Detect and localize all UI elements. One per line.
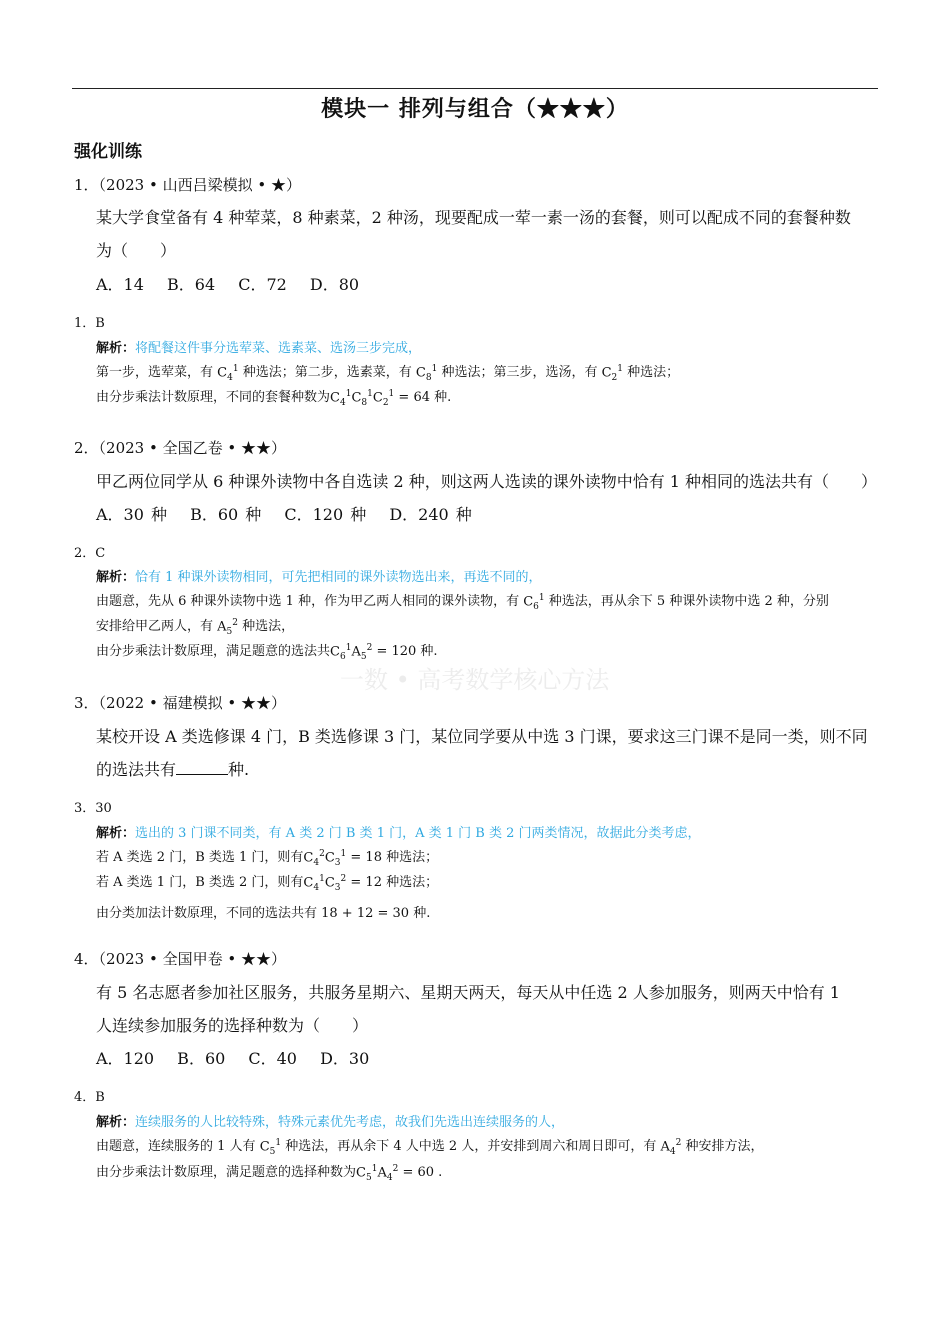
solution-hint: 连续服务的人比较特殊，特殊元素优先考虑，故我们先选出连续服务的人， — [135, 1115, 565, 1130]
answer-1: 1．B — [74, 316, 105, 331]
question-4-text-cont: 人连续参加服务的选择种数为（ ） — [96, 1016, 369, 1035]
solution-label: 解析： — [96, 1115, 136, 1130]
watermark: 一数 • 高考数学核心方法 — [340, 666, 610, 694]
answer-4: 4．B — [74, 1090, 105, 1105]
solution-4-line-2: 由题意，连续服务的 1 人有 $C_5^1$ 种选法，再从余下 4 人中选 2 人，并安排到周六和周日即可，有 $A_4^2$ 种安排方法， — [96, 1137, 764, 1157]
combination-formula: $C_6^1$ — [523, 592, 545, 612]
page-title: 模块一 排列与组合（★★★） — [321, 96, 629, 122]
combination-formula: $C_5^1$ — [259, 1137, 282, 1157]
answer-2: 2．C — [74, 546, 106, 561]
combination-formula: $C_4^1$ — [217, 363, 239, 383]
solution-2-line-2: 由题意，先从 6 种课外读物中选 1 种，作为甲乙两人相同的课外读物，有 $C_6^1$ 种选法，再从余下 5 种课外读物中选 2 种，分别 — [96, 592, 829, 612]
solution-2-line-3: 安排给甲乙两人，有 $A_5^2$ 种选法， — [96, 617, 295, 637]
solution-2-hint-line — [96, 566, 542, 585]
question-1-text-cont: 为（ ） — [96, 241, 177, 260]
permutation-formula: $A_4^2$ — [660, 1137, 682, 1157]
combination-formula: $C_4^1C_8^1C_2^1$ — [330, 388, 395, 408]
solution-4-line-3: 由分步乘法计数原理，满足题意的选择种数为$C_5^1A_4^2 = 60$ . — [96, 1163, 443, 1183]
solution-label: 解析： — [96, 570, 136, 585]
combination-formula: $C_5^1A_4^2$ — [356, 1163, 399, 1183]
question-1-text: 某大学食堂备有 4 种荤菜，8 种素菜，2 种汤，现要配成一荤一素一汤的套餐，则可以配成不同的套餐种数 — [96, 208, 851, 227]
question-1-options: A．14 B．64 C．72 D．80 — [96, 275, 360, 294]
permutation-formula: $A_5^2$ — [217, 617, 239, 637]
question-3-text: 某校开设 A 类选修课 4 门，B 类选修课 3 门，某位同学要从中选 3 门课，要求这三门课不是同一类，则不同 — [96, 727, 868, 746]
solution-2-line-4: 由分步乘法计数原理，满足题意的选法共$C_6^1A_5^2 = 120$ 种. — [96, 642, 438, 662]
question-2-options: A．30 种 B．60 种 C．120 种 D．240 种 — [96, 505, 472, 524]
combination-formula: $C_4^2C_3^1$ — [303, 848, 347, 868]
solution-hint: 将配餐这件事分选荤菜、选素菜、选汤三步完成， — [135, 341, 422, 356]
solution-hint: 选出的 3 门课不同类，有 A 类 2 门 B 类 1 门，A 类 1 门 B 类 2 门两类情况，故据此分类考虑， — [135, 826, 701, 841]
combination-formula: $C_4^1C_3^2$ — [303, 873, 347, 893]
top-rule — [72, 88, 878, 89]
question-4-options: A．120 B．60 C．40 D．30 — [96, 1049, 370, 1068]
solution-3-line-3: 若 A 类选 1 门，B 类选 2 门，则有$C_4^1C_3^2 = 12$ 种选法； — [96, 873, 439, 893]
question-2-header: 2．（2023 • 全国乙卷 • ★★） — [74, 439, 286, 457]
question-4-header: 4．（2023 • 全国甲卷 • ★★） — [74, 950, 286, 968]
question-4-text: 有 5 名志愿者参加社区服务，共服务星期六、星期天两天，每天从中任选 2 人参加服务，则两天中恰有 1 — [96, 983, 840, 1002]
question-1-header: 1．（2023 • 山西吕梁模拟 • ★） — [74, 176, 301, 194]
solution-1-hint-line — [96, 337, 421, 356]
combination-formula: $C_8^1$ — [415, 363, 438, 383]
solution-label: 解析： — [96, 826, 136, 841]
combination-formula: $C_2^1$ — [601, 363, 624, 383]
answer-3: 3．30 — [74, 801, 112, 816]
solution-3-hint-line — [96, 822, 701, 841]
solution-1-line-3: 由分步乘法计数原理，不同的套餐种数为$C_4^1C_8^1C_2^1 = 64$ 种. — [96, 388, 452, 408]
solution-label: 解析： — [96, 341, 136, 356]
solution-3-line-2: 若 A 类选 2 门，B 类选 1 门，则有$C_4^2C_3^1 = 18$ 种选法； — [96, 848, 439, 868]
question-3-header: 3．（2022 • 福建模拟 • ★★） — [74, 694, 286, 712]
solution-3-line-4: 由分类加法计数原理，不同的选法共有 18 + 12 = 30 种. — [96, 906, 431, 921]
question-3-text-cont: 的选法共有 种. — [96, 760, 250, 779]
solution-4-hint-line — [96, 1111, 564, 1130]
answer-blank — [176, 760, 228, 775]
combination-formula: $C_6^1A_5^2$ — [330, 642, 373, 662]
solution-hint: 恰有 1 种课外读物相同，可先把相同的课外读物选出来，再选不同的， — [135, 570, 542, 585]
solution-1-line-2: 第一步，选荤菜，有 $C_4^1$ 种选法；第二步，选素菜，有 $C_8^1$ 种选法；第三步，选汤，有 $C_2^1$ 种选法； — [96, 363, 680, 383]
question-2-text: 甲乙两位同学从 6 种课外读物中各自选读 2 种，则这两人选读的课外读物中恰有 1 种相同的选法共有（ ） — [96, 472, 878, 491]
section-heading: 强化训练 — [74, 142, 142, 162]
